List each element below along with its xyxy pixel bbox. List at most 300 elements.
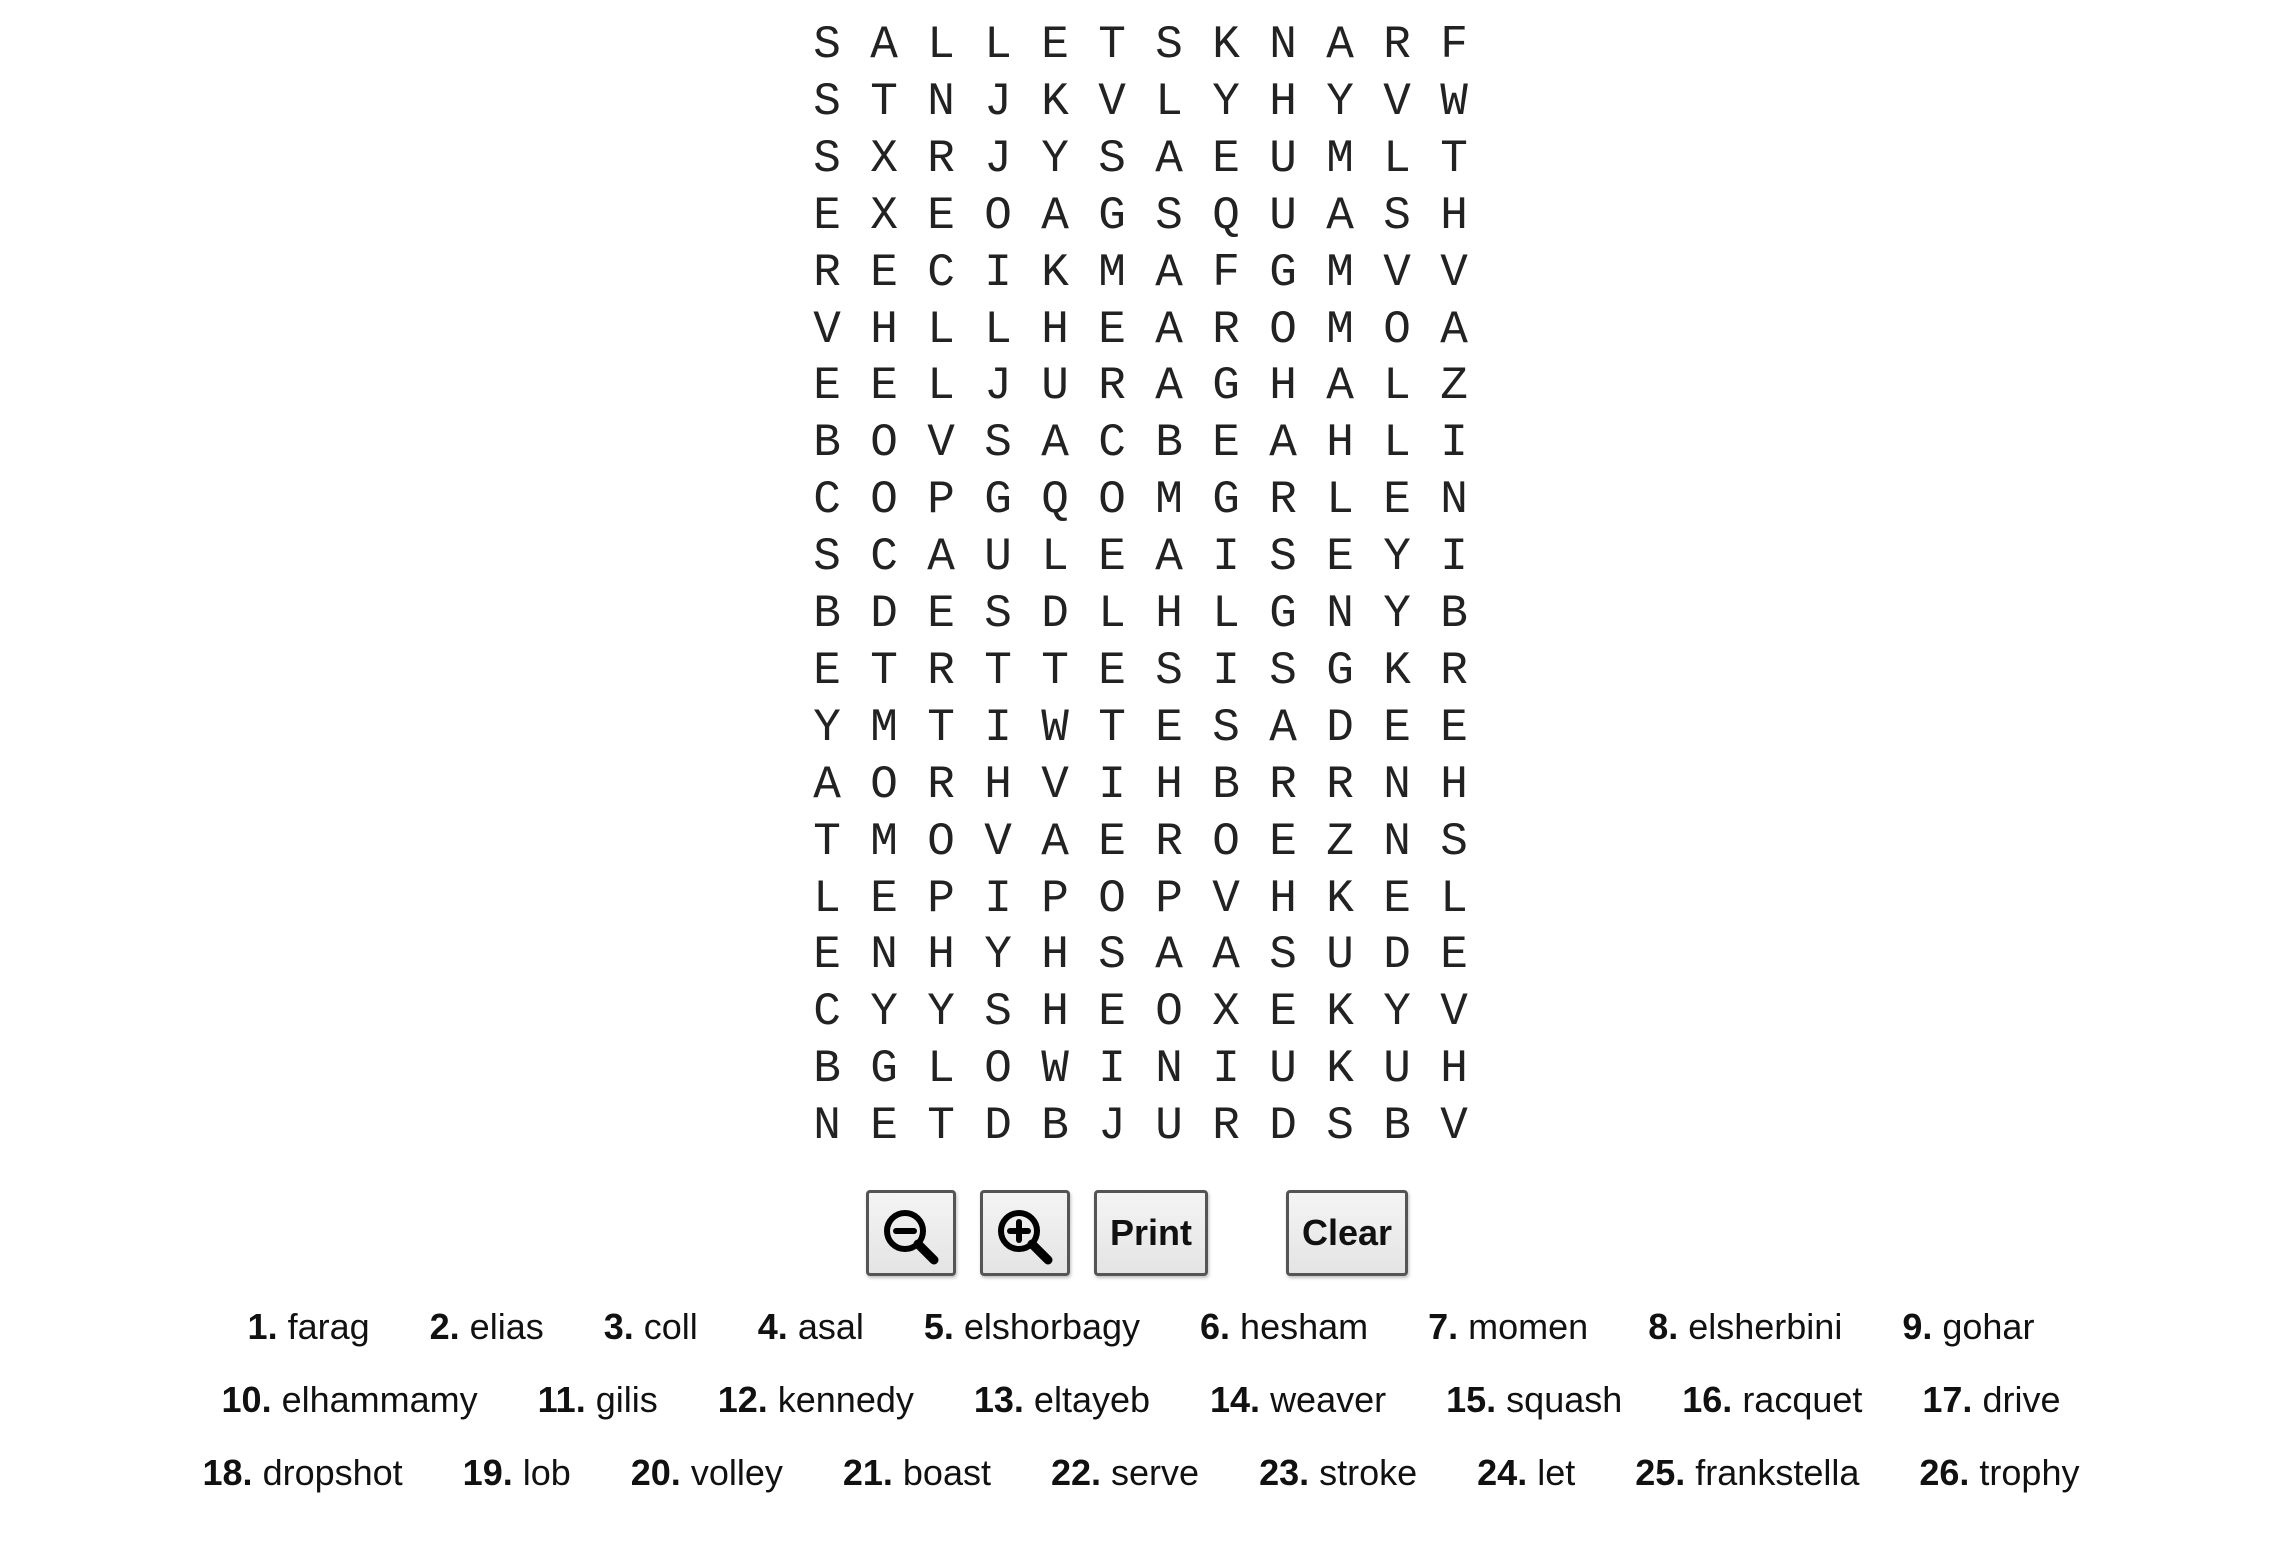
- word-text: elias: [469, 1305, 544, 1347]
- word-list-item: [604, 1306, 698, 1348]
- grid-cell[interactable]: T: [1098, 19, 1126, 71]
- grid-cell[interactable]: E: [1269, 815, 1297, 868]
- grid-cell[interactable]: I: [1098, 1043, 1126, 1096]
- word-text: lob: [522, 1451, 571, 1493]
- grid-cell[interactable]: M: [1326, 303, 1354, 356]
- grid-cell[interactable]: L: [1155, 75, 1183, 128]
- grid-cell[interactable]: E: [1098, 986, 1126, 1039]
- grid-cell[interactable]: L: [1326, 474, 1354, 527]
- grid-cell[interactable]: T: [984, 644, 1012, 697]
- grid-cell[interactable]: L: [927, 1043, 955, 1096]
- grid-cell[interactable]: E: [1383, 474, 1411, 527]
- grid-cell[interactable]: A: [1440, 303, 1468, 356]
- word-text: hesham: [1240, 1305, 1369, 1347]
- word-list-row: [0, 1436, 2282, 1509]
- grid-cell[interactable]: A: [1212, 929, 1240, 982]
- grid-cell[interactable]: C: [1098, 417, 1126, 470]
- toolbar: [0, 1190, 2282, 1282]
- grid-cell[interactable]: K: [1326, 872, 1354, 925]
- grid-cell[interactable]: L: [1383, 132, 1411, 185]
- grid-cell[interactable]: A: [1269, 417, 1297, 470]
- grid-cell[interactable]: N: [927, 75, 955, 128]
- grid-cell[interactable]: A: [1041, 417, 1069, 470]
- grid-cell[interactable]: I: [1440, 417, 1468, 470]
- grid-cell[interactable]: H: [927, 929, 955, 982]
- grid-cell[interactable]: S: [813, 75, 841, 128]
- grid-cell[interactable]: H: [1041, 303, 1069, 356]
- word-list-item: [1902, 1306, 2034, 1348]
- grid-cell[interactable]: H: [1440, 189, 1468, 242]
- grid-cell[interactable]: S: [813, 531, 841, 584]
- grid-cell[interactable]: M: [870, 815, 898, 868]
- grid-cell[interactable]: D: [1041, 588, 1069, 640]
- grid-cell[interactable]: L: [1383, 417, 1411, 470]
- grid-cell[interactable]: O: [1155, 986, 1183, 1039]
- grid-cell[interactable]: O: [870, 474, 898, 527]
- grid-cell[interactable]: B: [1212, 758, 1240, 811]
- grid-cell[interactable]: S: [1155, 189, 1183, 242]
- grid-cell[interactable]: R: [927, 758, 955, 811]
- grid-cell[interactable]: I: [1212, 644, 1240, 697]
- grid-cell[interactable]: N: [1155, 1043, 1183, 1096]
- grid-cell[interactable]: A: [1326, 19, 1354, 71]
- grid-cell[interactable]: E: [870, 360, 898, 413]
- grid-cell[interactable]: Y: [1383, 986, 1411, 1039]
- grid-cell[interactable]: Z: [1440, 360, 1468, 413]
- word-number: 1.: [247, 1305, 278, 1347]
- grid-cell[interactable]: J: [984, 360, 1012, 413]
- word-number: 17.: [1922, 1378, 1973, 1420]
- grid-cell[interactable]: X: [1212, 986, 1240, 1039]
- word-list-item: [1200, 1306, 1368, 1348]
- grid-cell[interactable]: X: [870, 189, 898, 242]
- grid-cell[interactable]: S: [813, 19, 841, 71]
- grid-cell[interactable]: O: [984, 189, 1012, 242]
- grid-cell[interactable]: L: [927, 19, 955, 71]
- grid-cell[interactable]: K: [1326, 1043, 1354, 1096]
- word-number: 26.: [1919, 1451, 1970, 1493]
- word-list-item: [758, 1306, 864, 1348]
- word-list-item: [1635, 1452, 1859, 1494]
- grid-cell[interactable]: T: [1440, 132, 1468, 185]
- grid-cell[interactable]: W: [1440, 75, 1468, 128]
- grid-cell[interactable]: E: [1098, 644, 1126, 697]
- grid-cell[interactable]: L: [1212, 588, 1240, 640]
- grid-cell[interactable]: V: [1041, 758, 1069, 811]
- grid-cell[interactable]: J: [1098, 1100, 1126, 1153]
- grid-cell[interactable]: G: [870, 1043, 898, 1096]
- grid-cell[interactable]: Y: [1383, 588, 1411, 640]
- grid-cell[interactable]: Y: [813, 701, 841, 754]
- grid-cell[interactable]: I: [984, 246, 1012, 299]
- word-text: elshorbagy: [963, 1305, 1141, 1347]
- grid-cell[interactable]: Y: [1326, 75, 1354, 128]
- grid-cell[interactable]: V: [813, 303, 841, 356]
- grid-cell[interactable]: O: [1098, 872, 1126, 925]
- grid-cell[interactable]: N: [1383, 758, 1411, 811]
- word-number: 14.: [1210, 1378, 1261, 1420]
- grid-cell[interactable]: P: [1041, 872, 1069, 925]
- grid-cell[interactable]: I: [1440, 531, 1468, 584]
- grid-cell[interactable]: K: [1326, 986, 1354, 1039]
- grid-cell[interactable]: W: [1041, 701, 1069, 754]
- grid-cell[interactable]: S: [1212, 701, 1240, 754]
- word-text: elhammamy: [281, 1378, 478, 1420]
- grid-cell[interactable]: L: [813, 872, 841, 925]
- grid-cell[interactable]: S: [1098, 929, 1126, 982]
- grid-cell[interactable]: E: [1098, 303, 1126, 356]
- grid-cell[interactable]: S: [1383, 189, 1411, 242]
- grid-cell[interactable]: U: [1155, 1100, 1183, 1153]
- grid-cell[interactable]: K: [1212, 19, 1240, 71]
- grid-cell[interactable]: E: [813, 189, 841, 242]
- grid-cell[interactable]: Y: [1383, 531, 1411, 584]
- grid-cell[interactable]: H: [1440, 1043, 1468, 1096]
- grid-cell[interactable]: R: [1440, 644, 1468, 697]
- grid-cell[interactable]: L: [1041, 531, 1069, 584]
- clear-button[interactable]: Clear: [1286, 1190, 1408, 1276]
- word-number: 6.: [1200, 1305, 1231, 1347]
- grid-cell[interactable]: I: [1098, 758, 1126, 811]
- word-list-item: [1428, 1306, 1588, 1348]
- word-number: 10.: [221, 1378, 272, 1420]
- grid-cell[interactable]: U: [984, 531, 1012, 584]
- print-button[interactable]: Print: [1094, 1190, 1208, 1276]
- grid-cell[interactable]: A: [1326, 189, 1354, 242]
- grid-cell[interactable]: T: [1041, 644, 1069, 697]
- grid-cell[interactable]: A: [1269, 701, 1297, 754]
- grid-cell[interactable]: T: [927, 701, 955, 754]
- grid-cell[interactable]: N: [1269, 19, 1297, 71]
- word-list-row: [0, 1290, 2282, 1363]
- grid-cell[interactable]: L: [984, 19, 1012, 71]
- grid-cell[interactable]: T: [870, 75, 898, 128]
- grid-cell[interactable]: E: [927, 588, 955, 640]
- grid-cell[interactable]: A: [813, 758, 841, 811]
- grid-cell[interactable]: O: [870, 758, 898, 811]
- grid-cell[interactable]: B: [813, 588, 841, 640]
- grid-cell[interactable]: G: [1326, 644, 1354, 697]
- grid-cell[interactable]: E: [1212, 132, 1240, 185]
- grid-cell[interactable]: V: [927, 417, 955, 470]
- grid-cell[interactable]: L: [984, 303, 1012, 356]
- word-number: 11.: [537, 1378, 586, 1420]
- grid-cell[interactable]: K: [1383, 644, 1411, 697]
- grid-cell[interactable]: S: [1155, 644, 1183, 697]
- word-text: kennedy: [777, 1378, 914, 1420]
- grid-cell[interactable]: E: [1041, 19, 1069, 71]
- grid-cell[interactable]: T: [870, 644, 898, 697]
- grid-cell[interactable]: R: [1212, 1100, 1240, 1153]
- grid-cell[interactable]: P: [927, 872, 955, 925]
- word-list-item: [222, 1379, 478, 1421]
- grid-cell[interactable]: Z: [1326, 815, 1354, 868]
- grid-cell[interactable]: O: [1269, 303, 1297, 356]
- grid-cell[interactable]: T: [813, 815, 841, 868]
- word-number: 25.: [1635, 1451, 1686, 1493]
- word-text: momen: [1468, 1305, 1589, 1347]
- grid-cell[interactable]: A: [870, 19, 898, 71]
- word-text: weaver: [1270, 1378, 1387, 1420]
- grid-cell[interactable]: S: [984, 588, 1012, 640]
- grid-cell[interactable]: A: [1041, 815, 1069, 868]
- word-text: dropshot: [262, 1451, 403, 1493]
- grid-cell[interactable]: Q: [1212, 189, 1240, 242]
- word-text: asal: [797, 1305, 864, 1347]
- grid-cell[interactable]: B: [1440, 588, 1468, 640]
- grid-cell[interactable]: M: [870, 701, 898, 754]
- grid-cell[interactable]: E: [1440, 929, 1468, 982]
- grid-cell[interactable]: D: [1269, 1100, 1297, 1153]
- grid-cell[interactable]: G: [1269, 588, 1297, 640]
- word-list-item: [1922, 1379, 2060, 1421]
- word-text: let: [1537, 1451, 1576, 1493]
- grid-cell[interactable]: V: [984, 815, 1012, 868]
- word-list-item: [843, 1452, 991, 1494]
- grid-cell[interactable]: H: [984, 758, 1012, 811]
- grid-cell[interactable]: N: [813, 1100, 841, 1153]
- grid-cell[interactable]: K: [1041, 75, 1069, 128]
- grid-cell[interactable]: R: [927, 132, 955, 185]
- grid-cell[interactable]: A: [1155, 929, 1183, 982]
- grid-cell[interactable]: Y: [927, 986, 955, 1039]
- grid-cell[interactable]: C: [813, 474, 841, 527]
- word-number: 18.: [202, 1451, 253, 1493]
- grid-cell[interactable]: R: [1269, 474, 1297, 527]
- grid-cell[interactable]: E: [1098, 815, 1126, 868]
- grid-cell[interactable]: L: [1383, 360, 1411, 413]
- word-number: 20.: [630, 1451, 681, 1493]
- word-list: [0, 1290, 2282, 1509]
- word-list-item: [1051, 1452, 1199, 1494]
- grid-cell[interactable]: B: [1041, 1100, 1069, 1153]
- grid-cell[interactable]: V: [1440, 1100, 1468, 1153]
- grid-cell[interactable]: P: [927, 474, 955, 527]
- grid-cell[interactable]: V: [1440, 986, 1468, 1039]
- grid-cell[interactable]: R: [1383, 19, 1411, 71]
- grid-cell[interactable]: R: [1326, 758, 1354, 811]
- grid-cell[interactable]: I: [1212, 531, 1240, 584]
- grid-cell[interactable]: Y: [1212, 75, 1240, 128]
- grid-cell[interactable]: D: [984, 1100, 1012, 1153]
- grid-cell[interactable]: O: [1212, 815, 1240, 868]
- grid-cell[interactable]: R: [1212, 303, 1240, 356]
- zoom-out-icon: [878, 1204, 944, 1270]
- grid-cell[interactable]: M: [1098, 246, 1126, 299]
- grid-cell[interactable]: H: [1155, 588, 1183, 640]
- grid-cell[interactable]: V: [1383, 246, 1411, 299]
- grid-cell[interactable]: E: [1326, 531, 1354, 584]
- grid-cell[interactable]: O: [1098, 474, 1126, 527]
- grid-cell[interactable]: E: [1440, 701, 1468, 754]
- grid-cell[interactable]: G: [984, 474, 1012, 527]
- grid-cell[interactable]: F: [1440, 19, 1468, 71]
- grid-cell[interactable]: L: [1098, 588, 1126, 640]
- grid-cell[interactable]: S: [1269, 531, 1297, 584]
- word-text: squash: [1506, 1378, 1623, 1420]
- grid-cell[interactable]: Y: [870, 986, 898, 1039]
- grid-cell[interactable]: Y: [984, 929, 1012, 982]
- grid-cell[interactable]: I: [984, 872, 1012, 925]
- grid-cell[interactable]: E: [870, 872, 898, 925]
- word-list-item: [1919, 1452, 2079, 1494]
- grid-cell[interactable]: R: [813, 246, 841, 299]
- grid-cell[interactable]: E: [870, 246, 898, 299]
- grid-cell[interactable]: H: [1041, 929, 1069, 982]
- word-number: 12.: [717, 1378, 768, 1420]
- grid-cell[interactable]: E: [1098, 531, 1126, 584]
- grid-cell[interactable]: B: [1383, 1100, 1411, 1153]
- grid-cell[interactable]: D: [1383, 929, 1411, 982]
- grid-cell[interactable]: H: [1269, 75, 1297, 128]
- word-number: 8.: [1648, 1305, 1679, 1347]
- grid-cell[interactable]: L: [927, 303, 955, 356]
- grid-cell[interactable]: X: [870, 132, 898, 185]
- word-list-item: [203, 1452, 403, 1494]
- grid-cell[interactable]: I: [1212, 1043, 1240, 1096]
- grid-cell[interactable]: E: [813, 644, 841, 697]
- grid-cell[interactable]: O: [1383, 303, 1411, 356]
- word-number: 7.: [1428, 1305, 1459, 1347]
- grid-cell[interactable]: U: [1269, 1043, 1297, 1096]
- grid-cell[interactable]: U: [1041, 360, 1069, 413]
- grid-cell[interactable]: I: [984, 701, 1012, 754]
- grid-cell[interactable]: E: [870, 1100, 898, 1153]
- grid-cell[interactable]: O: [927, 815, 955, 868]
- grid-cell[interactable]: N: [1440, 474, 1468, 527]
- grid-cell[interactable]: F: [1212, 246, 1240, 299]
- grid-cell[interactable]: B: [813, 1043, 841, 1096]
- grid-cell[interactable]: A: [1155, 246, 1183, 299]
- grid-cell[interactable]: H: [1155, 758, 1183, 811]
- grid-cell[interactable]: T: [927, 1100, 955, 1153]
- grid-cell[interactable]: E: [1155, 701, 1183, 754]
- grid-cell[interactable]: R: [1269, 758, 1297, 811]
- grid-cell[interactable]: P: [1155, 872, 1183, 925]
- grid-cell[interactable]: S: [984, 986, 1012, 1039]
- word-number: 15.: [1446, 1378, 1497, 1420]
- word-list-item: [1648, 1306, 1842, 1348]
- grid-cell[interactable]: B: [1155, 417, 1183, 470]
- word-list-row: [0, 1363, 2282, 1436]
- grid-cell[interactable]: M: [1326, 246, 1354, 299]
- grid-cell[interactable]: E: [927, 189, 955, 242]
- grid-cell[interactable]: S: [1269, 929, 1297, 982]
- grid-cell[interactable]: A: [1155, 132, 1183, 185]
- grid-cell[interactable]: U: [1269, 132, 1297, 185]
- grid-cell[interactable]: J: [984, 75, 1012, 128]
- grid-cell[interactable]: A: [1041, 189, 1069, 242]
- grid-cell[interactable]: C: [813, 986, 841, 1039]
- word-text: coll: [643, 1305, 698, 1347]
- grid-cell[interactable]: D: [1326, 701, 1354, 754]
- grid-cell[interactable]: S: [1269, 644, 1297, 697]
- grid-cell[interactable]: J: [984, 132, 1012, 185]
- word-text: drive: [1982, 1378, 2061, 1420]
- grid-cell[interactable]: V: [1383, 75, 1411, 128]
- grid-cell[interactable]: L: [927, 360, 955, 413]
- grid-cell[interactable]: S: [1440, 815, 1468, 868]
- grid-cell[interactable]: C: [927, 246, 955, 299]
- word-text: eltayeb: [1033, 1378, 1151, 1420]
- word-number: 9.: [1902, 1305, 1933, 1347]
- word-list-item: [1446, 1379, 1622, 1421]
- grid-cell[interactable]: E: [813, 929, 841, 982]
- grid-cell[interactable]: V: [1440, 246, 1468, 299]
- grid-cell[interactable]: R: [1155, 815, 1183, 868]
- grid-cell[interactable]: O: [984, 1043, 1012, 1096]
- grid-cell[interactable]: A: [927, 531, 955, 584]
- word-text: gilis: [595, 1378, 658, 1420]
- grid-cell[interactable]: N: [1383, 815, 1411, 868]
- grid-cell[interactable]: R: [927, 644, 955, 697]
- grid-cell[interactable]: L: [1440, 872, 1468, 925]
- grid-cell[interactable]: E: [813, 360, 841, 413]
- grid-cell[interactable]: W: [1041, 1043, 1069, 1096]
- grid-cell[interactable]: R: [1098, 360, 1126, 413]
- grid-cell[interactable]: G: [1269, 246, 1297, 299]
- grid-cell[interactable]: H: [1041, 986, 1069, 1039]
- grid-cell[interactable]: G: [1098, 189, 1126, 242]
- grid-cell[interactable]: A: [1155, 360, 1183, 413]
- word-list-item: [1477, 1452, 1575, 1494]
- grid-cell[interactable]: S: [1155, 19, 1183, 71]
- grid-cell[interactable]: G: [1212, 360, 1240, 413]
- grid-cell[interactable]: U: [1326, 929, 1354, 982]
- grid-cell[interactable]: E: [1383, 701, 1411, 754]
- word-number: 22.: [1050, 1451, 1102, 1493]
- grid-cell[interactable]: U: [1383, 1043, 1411, 1096]
- grid-cell[interactable]: S: [1098, 132, 1126, 185]
- zoom-in-button[interactable]: [980, 1190, 1070, 1276]
- grid-cell[interactable]: E: [1212, 417, 1240, 470]
- grid-cell[interactable]: H: [870, 303, 898, 356]
- zoom-in-icon: [992, 1204, 1058, 1270]
- grid-cell[interactable]: C: [870, 531, 898, 584]
- grid-cell[interactable]: S: [984, 417, 1012, 470]
- grid-cell[interactable]: S: [813, 132, 841, 185]
- grid-cell[interactable]: D: [870, 588, 898, 640]
- grid-cell[interactable]: U: [1269, 189, 1297, 242]
- grid-cell[interactable]: V: [1212, 872, 1240, 925]
- grid-cell[interactable]: M: [1155, 474, 1183, 527]
- grid-cell[interactable]: B: [813, 417, 841, 470]
- grid-cell[interactable]: E: [1383, 872, 1411, 925]
- word-text: stroke: [1319, 1451, 1418, 1493]
- grid-cell[interactable]: H: [1269, 360, 1297, 413]
- grid-cell[interactable]: A: [1155, 303, 1183, 356]
- grid-cell[interactable]: A: [1155, 531, 1183, 584]
- grid-cell[interactable]: M: [1326, 132, 1354, 185]
- grid-cell[interactable]: T: [1098, 701, 1126, 754]
- grid-cell[interactable]: Y: [1041, 132, 1069, 185]
- grid-cell[interactable]: A: [1326, 360, 1354, 413]
- grid-cell[interactable]: V: [1098, 75, 1126, 128]
- grid-cell[interactable]: H: [1269, 872, 1297, 925]
- grid-cell[interactable]: O: [870, 417, 898, 470]
- grid-cell[interactable]: G: [1212, 474, 1240, 527]
- grid-cell[interactable]: N: [870, 929, 898, 982]
- grid-cell[interactable]: E: [1269, 986, 1297, 1039]
- word-list-item: [718, 1379, 914, 1421]
- zoom-out-button[interactable]: [866, 1190, 956, 1276]
- grid-cell[interactable]: N: [1326, 588, 1354, 640]
- grid-cell[interactable]: S: [1326, 1100, 1354, 1153]
- grid-cell[interactable]: Q: [1041, 474, 1069, 527]
- grid-cell[interactable]: H: [1326, 417, 1354, 470]
- grid-cell[interactable]: H: [1440, 758, 1468, 811]
- grid-cell[interactable]: K: [1041, 246, 1069, 299]
